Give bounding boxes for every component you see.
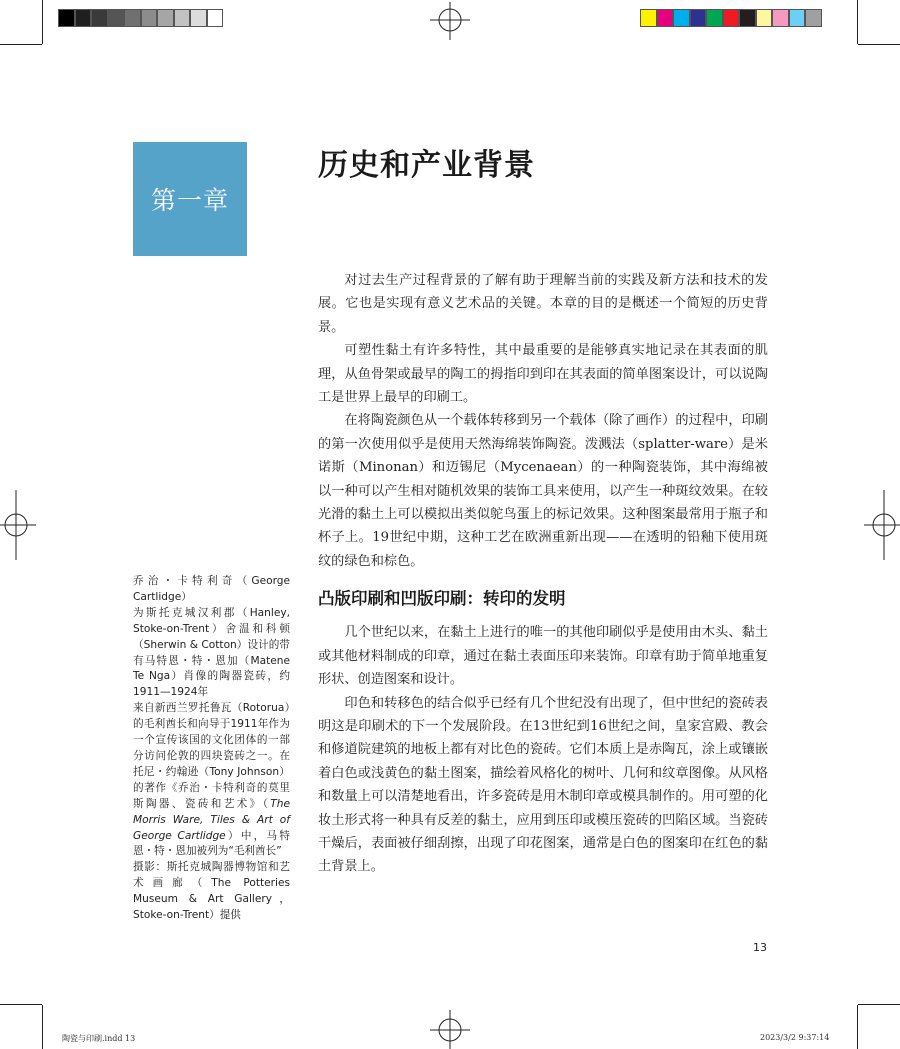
crop-mark bbox=[0, 1004, 42, 1005]
crop-mark bbox=[0, 44, 42, 45]
paragraph: 对过去生产过程背景的了解有助于理解当前的实践及新方法和技术的发展。它也是实现有意义艺术品的关键。本章的目的是概述一个简短的历史背景。 bbox=[318, 273, 768, 335]
gray-color-bar bbox=[58, 9, 223, 27]
crop-mark bbox=[857, 0, 858, 44]
registration-mark-bottom bbox=[430, 1008, 470, 1049]
color-swatch bbox=[91, 9, 108, 27]
slug-file-info: 陶瓷与印刷.indd 13 bbox=[62, 1034, 136, 1043]
page-title: 历史和产业背景 bbox=[318, 148, 535, 183]
color-swatch bbox=[805, 9, 822, 27]
paragraph: 可塑性黏土有许多特性，其中最重要的是能够真实地记录在其表面的肌理，从鱼骨架或最早的陶工的拇指印到印在其表面的简单图案设计，可以说陶工是世界上最早的印刷工。 bbox=[318, 343, 768, 406]
slug-timestamp: 2023/3/2 9:37:14 bbox=[760, 1033, 830, 1042]
caption-title: 乔治・卡特利奇（George Cartlidge） bbox=[133, 575, 290, 603]
color-swatch bbox=[58, 9, 75, 27]
section-heading: 凸版印刷和凹版印刷：转印的发明 bbox=[318, 589, 566, 609]
color-swatch bbox=[739, 9, 756, 27]
paragraph: 印色和转移色的结合似乎已经有几个世纪没有出现了，但中世纪的瓷砖表明这是印刷术的下一个发展阶段。在13世纪到16世纪之间，皇家宫殿、教会和修道院建筑的地板上都有对比色的瓷砖。它们本质上是赤陶瓦，涂上或镶嵌着白色或浅黄色的黏土图案，描绘着风格化的树叶、几何和纹章图像。从风格和数量上可以清楚地看出，许多瓷砖是用木制印章或模具制作的。用可塑的化妆土形式将一种具有反差的黏土，应用到压印或模压瓷砖的凹陷区域。当瓷砖干燥后，表面被仔细刮擦，出现了印花图案，通常是白色的图案印在红色的黏土背景上。 bbox=[318, 695, 768, 875]
body-text bbox=[318, 269, 768, 879]
color-swatch bbox=[207, 9, 224, 27]
caption-credit: 摄影：斯托克城陶器博物馆和艺术画廊（The Potteries Museum & Art Gallery，Stoke-on-Trent）提供 bbox=[133, 861, 290, 922]
color-swatch bbox=[190, 9, 207, 27]
color-swatch bbox=[756, 9, 773, 27]
paragraph: 在将陶瓷颜色从一个载体转移到另一个载体（除了画作）的过程中，印刷的第一次使用似乎是使用天然海绵装饰陶瓷。泼溅法（splatter-ware）是米诺斯（Minonan）和迈锡尼（Mycenaean）的一种陶瓷装饰，其中海绵被以一种可以产生相对随机效果的装饰工具来使用，以产生一种斑纹效果。在较光滑的黏土上可以模拟出类似鸵鸟蛋上的标记效果。这种图案最常用于瓶子和杯子上。19世纪中期，这种工艺在欧洲重新出现——在透明的铅釉下使用斑纹的绿色和棕色。 bbox=[318, 413, 768, 569]
crop-mark bbox=[858, 1004, 900, 1005]
color-swatch bbox=[75, 9, 92, 27]
color-swatch bbox=[640, 9, 657, 27]
crop-mark bbox=[857, 1005, 858, 1049]
color-swatch bbox=[673, 9, 690, 27]
page-number: 13 bbox=[753, 941, 767, 954]
paragraph: 几个世纪以来，在黏土上进行的唯一的其他印刷似乎是使用由木头、黏土或其他材料制成的印章，通过在黏土表面压印来装饰。印章有助于简单地重复形状、创造图案和设计。 bbox=[318, 625, 768, 688]
color-swatch bbox=[141, 9, 158, 27]
cmyk-color-bar bbox=[640, 9, 822, 27]
color-swatch bbox=[657, 9, 674, 27]
registration-mark-right bbox=[862, 490, 900, 560]
color-swatch bbox=[124, 9, 141, 27]
crop-mark bbox=[42, 1005, 43, 1049]
color-swatch bbox=[789, 9, 806, 27]
color-swatch bbox=[690, 9, 707, 27]
chapter-label: 第一章 bbox=[150, 186, 229, 215]
color-swatch bbox=[706, 9, 723, 27]
registration-mark-left bbox=[0, 490, 38, 560]
crop-mark bbox=[42, 0, 43, 44]
caption-note: 来自新西兰罗托鲁瓦（Rotorua）的毛利酋长和向导于1911年作为一个宣传该国的文化团体的一部分访问伦敦的四块瓷砖之一。在托尼・约翰逊（Tony Johnson）的著作《乔治・卡特利奇的莫里斯陶器、瓷砖和艺术》（The Morris Ware, Tiles & Art of George Cartlidge）中，马特恩・特・恩加被列为“毛利酋长” bbox=[133, 702, 290, 858]
color-swatch bbox=[157, 9, 174, 27]
color-swatch bbox=[108, 9, 125, 27]
color-swatch bbox=[723, 9, 740, 27]
color-swatch bbox=[772, 9, 789, 27]
color-swatch bbox=[174, 9, 191, 27]
crop-mark bbox=[858, 44, 900, 45]
caption-description: 为斯托克城汉利郡（Hanley, Stoke-on-Trent）舍温和科顿（Sherwin & Cotton）设计的带有马特恩・特・恩加（Matene Te Nga）肖像的陶器瓷砖，约1911—1924年 bbox=[133, 606, 290, 699]
chapter-box bbox=[133, 142, 247, 256]
registration-mark-top bbox=[430, 2, 470, 42]
image-caption bbox=[133, 574, 290, 924]
